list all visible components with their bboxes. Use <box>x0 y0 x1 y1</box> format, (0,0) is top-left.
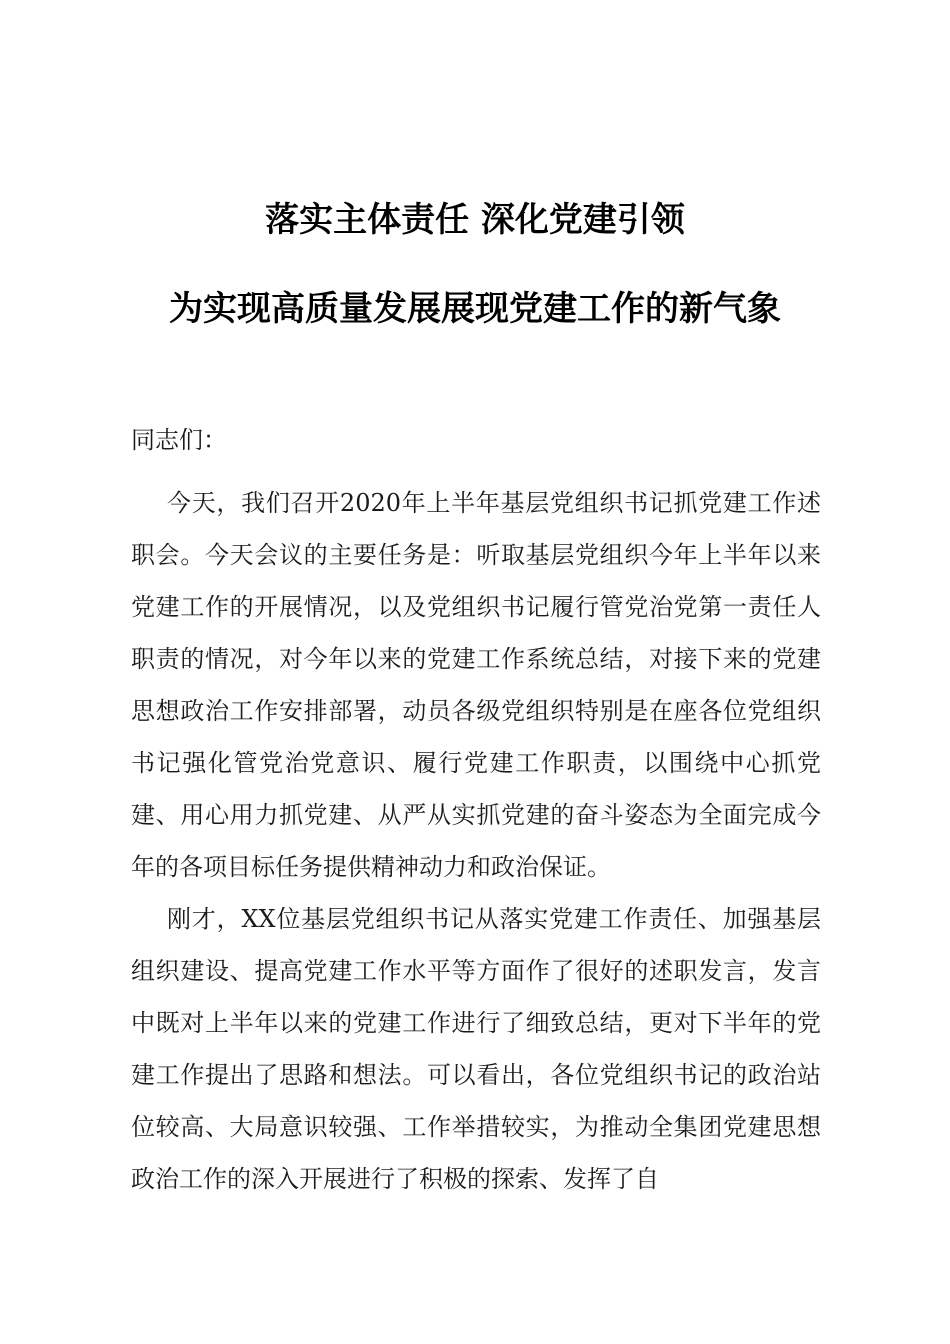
title-line-2: 为实现高质量发展展现党建工作的新气象 <box>169 289 781 329</box>
title-line-1: 落实主体责任 深化党建引领 <box>265 200 685 240</box>
paragraph-1: 今天，我们召开2020年上半年基层党组织书记抓党建工作述职会。今天会议的主要任务是：听取基层党组织今年上半年以来党建工作的开展情况，以及党组织书记履行管党治党第一责任人职责的情况，对今年以来的党建工作系统总结，对接下来的党建思想政治工作安排部署，动员各级党组织特别是在座各位党组织书记强化管党治党意识、履行党建工作职责，以围绕中心抓党建、用心用力抓党建、从严从实抓党建的奋斗姿态为全面完成今年的各项目标任务提供精神动力和政治保证。 <box>131 489 821 881</box>
greeting: 同志们： <box>131 426 227 454</box>
paragraph-2: 刚才，XX位基层党组织书记从落实党建工作责任、加强基层组织建设、提高党建工作水平等方面作了很好的述职发言，发言中既对上半年以来的党建工作进行了细致总结，更对下半年的党建工作提出了思路和想法。可以看出，各位党组织书记的政治站位较高、大局意识较强、工作举措较实，为推动全集团党建思想政治工作的深入开展进行了积极的探索、发挥了自 <box>131 905 821 1193</box>
